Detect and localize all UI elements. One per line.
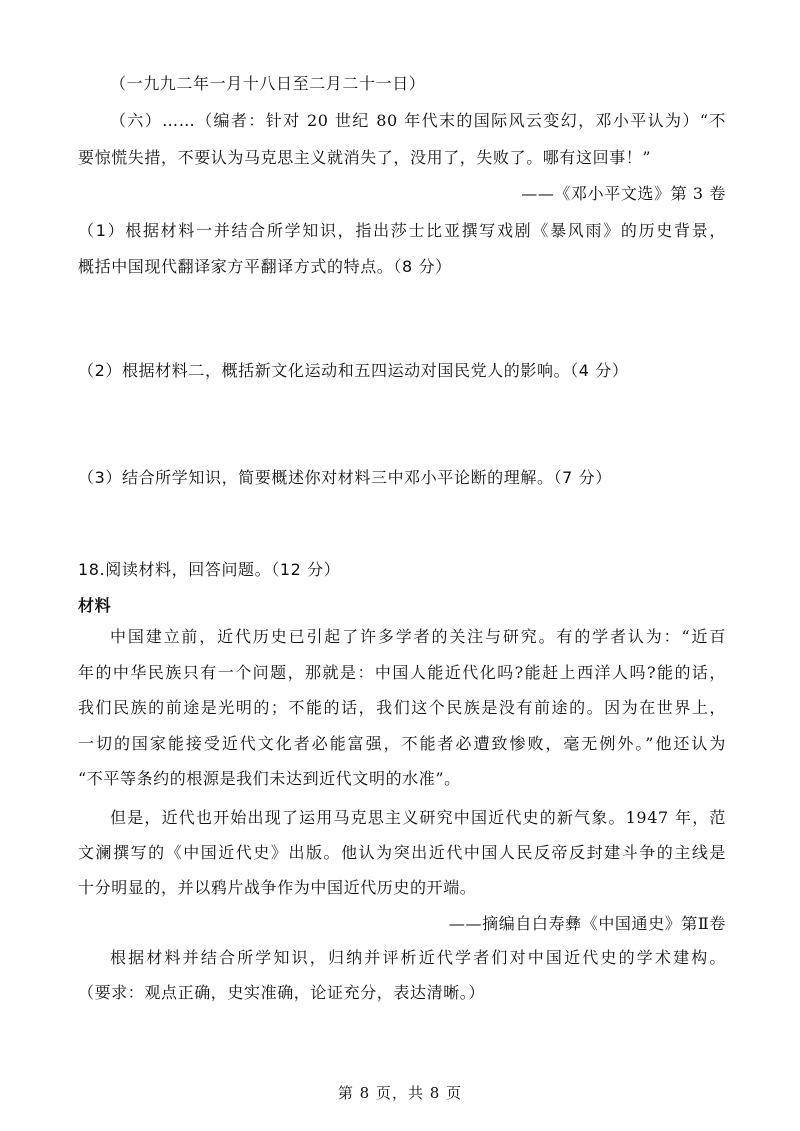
quote-source: ——《邓小平文选》第 3 卷 bbox=[521, 184, 726, 203]
material-label: 材料 bbox=[78, 596, 112, 615]
page-indicator: 第 8 页，共 8 页 bbox=[337, 1084, 463, 1102]
question-17-1-line-2: 概括中国现代翻译家方平翻译方式的特点。（8 分） bbox=[78, 257, 452, 276]
question-17-3: （3）结合所学知识，简要概述你对材料三中邓小平论断的理解。（7 分） bbox=[78, 468, 612, 487]
task-line-2: （要求：观点正确，史实准确，论证充分，表达清晰。） bbox=[78, 983, 486, 1002]
date-line: （一九九二年一月十八日至二月二十一日） bbox=[110, 74, 426, 93]
material-paragraph-1-line-5: “不平等条约的根源是我们未达到近代文明的水准”。 bbox=[78, 769, 461, 788]
quote-line-1: （六）……（编者：针对 20 世纪 80 年代末的国际风云变幻，邓小平认为）“不 bbox=[110, 111, 726, 130]
material-paragraph-2-line-3: 十分明显的，并以鸦片战争作为中国近代历史的开端。 bbox=[78, 878, 477, 897]
material-paragraph-1-line-4: 一切的国家能接受近代文化者必能富强，不能者必遭致惨败，毫无例外。”他还认为 bbox=[78, 734, 726, 753]
material-source: ——摘编自白寿彝《中国通史》第Ⅱ卷 bbox=[448, 914, 726, 933]
quote-line-2: 要惊慌失措，不要认为马克思主义就消失了，没用了，失败了。哪有这回事！” bbox=[78, 148, 652, 167]
question-17-2: （2）根据材料二，概括新文化运动和五四运动对国民党人的影响。（4 分） bbox=[78, 361, 629, 380]
material-paragraph-1-line-1: 中国建立前，近代历史已引起了许多学者的关注与研究。有的学者认为：“近百 bbox=[110, 627, 726, 646]
material-paragraph-1-line-3: 我们民族的前途是光明的；不能的话，我们这个民族是没有前途的。因为在世界上， bbox=[78, 698, 726, 717]
task-line-1: 根据材料并结合所学知识，归纳并评析近代学者们对中国近代史的学术建构。 bbox=[110, 948, 726, 967]
material-paragraph-2-line-1: 但是，近代也开始出现了运用马克思主义研究中国近代史的新气象。1947 年，范 bbox=[110, 808, 726, 827]
question-17-1-line-1: （1）根据材料一并结合所学知识，指出莎士比亚撰写戏剧《暴风雨》的历史背景， bbox=[78, 221, 726, 240]
material-paragraph-2-line-2: 文澜撰写的《中国近代史》出版。他认为突出近代中国人民反帝反封建斗争的主线是 bbox=[78, 843, 726, 862]
question-18-heading: 18.阅读材料，回答问题。（12 分） bbox=[78, 560, 341, 579]
material-paragraph-1-line-2: 年的中华民族只有一个问题，那就是：中国人能近代化吗?能赶上西洋人吗?能的话， bbox=[78, 663, 726, 682]
